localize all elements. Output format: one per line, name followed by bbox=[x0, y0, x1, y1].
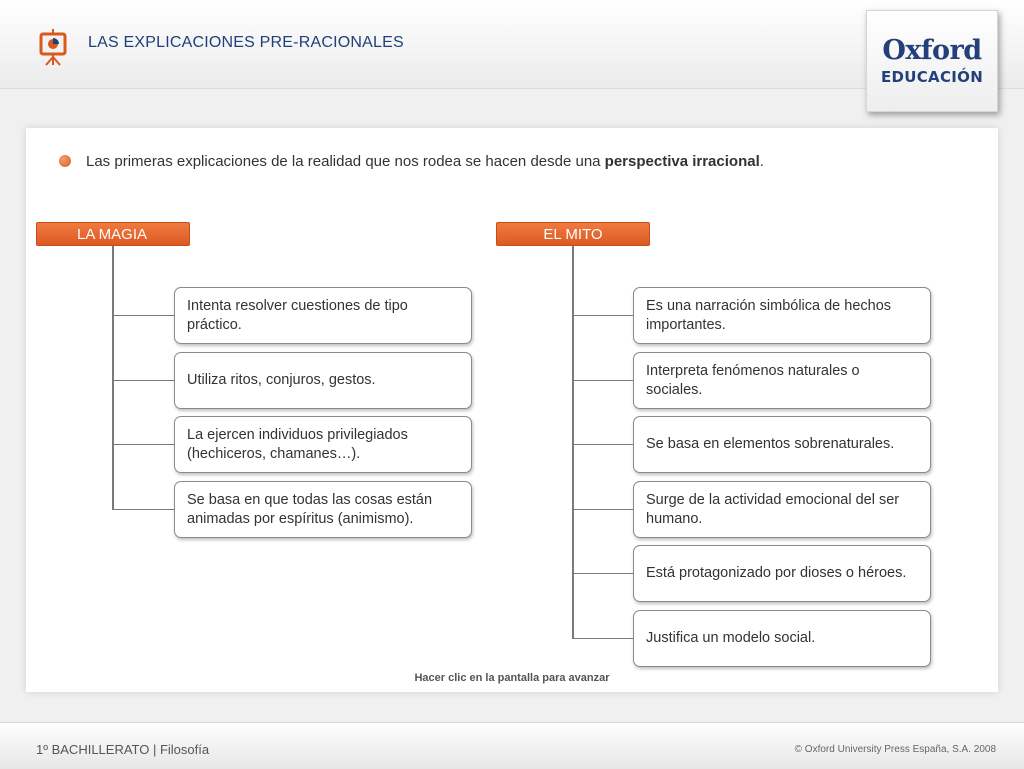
intro-text bbox=[86, 153, 966, 170]
magia-header: LA MAGIA bbox=[36, 222, 190, 246]
intro-text-end: . bbox=[759, 153, 764, 170]
mito-branch-line bbox=[572, 380, 633, 381]
magia-branch-line bbox=[112, 444, 174, 445]
mito-trunk-line bbox=[572, 246, 574, 639]
page-title: LAS EXPLICACIONES PRE-RACIONALES bbox=[88, 34, 404, 51]
course-label: 1º BACHILLERATO | Filosofía bbox=[36, 742, 210, 757]
mito-branch-line bbox=[572, 315, 633, 316]
mito-header: EL MITO bbox=[496, 222, 650, 246]
mito-branch-line bbox=[572, 573, 633, 574]
logo-bottom-text: EDUCACIÓN bbox=[880, 68, 984, 86]
intro-text-bold: perspectiva irracional bbox=[604, 153, 760, 170]
bullet-dot-icon bbox=[59, 155, 71, 167]
mito-item-box bbox=[633, 545, 931, 602]
oxford-logo bbox=[866, 10, 998, 112]
mito-item-text: Es una narración simbólica de hechos importantes. bbox=[646, 297, 892, 333]
slide-content[interactable] bbox=[26, 128, 998, 692]
copyright-text: © Oxford University Press España, S.A. 2008 bbox=[794, 744, 996, 755]
mito-item-box bbox=[633, 287, 931, 344]
magia-item-box bbox=[174, 287, 472, 344]
mito-item-box bbox=[633, 610, 931, 667]
magia-branch-line bbox=[112, 315, 174, 316]
magia-item-box bbox=[174, 352, 472, 409]
mito-branch-line bbox=[572, 638, 633, 639]
mito-branch-line bbox=[572, 509, 633, 510]
footer-bar bbox=[0, 722, 1024, 769]
magia-item-text: La ejercen individuos privilegiados (hechiceros, chamanes…). bbox=[187, 426, 408, 462]
magia-item-box bbox=[174, 481, 472, 538]
mito-item-box bbox=[633, 352, 931, 409]
magia-item-text: Se basa en que todas las cosas están animadas por espíritus (animismo). bbox=[187, 491, 433, 527]
magia-item-text: Intenta resolver cuestiones de tipo práctico. bbox=[187, 297, 408, 333]
mito-item-text: Se basa en elementos sobrenaturales. bbox=[646, 436, 895, 452]
logo-top-text: Oxford bbox=[882, 35, 982, 66]
presentation-board-icon bbox=[38, 29, 68, 72]
magia-item-text: Utiliza ritos, conjuros, gestos. bbox=[187, 372, 376, 388]
mito-item-text: Justifica un modelo social. bbox=[646, 630, 816, 646]
magia-branch-line bbox=[112, 380, 174, 381]
magia-trunk-line bbox=[112, 246, 114, 510]
mito-item-text: Está protagonizado por dioses o héroes. bbox=[646, 565, 907, 581]
advance-hint: Hacer clic en la pantalla para avanzar bbox=[414, 672, 610, 684]
mito-item-text: Interpreta fenómenos naturales o sociales. bbox=[646, 362, 860, 398]
magia-item-box bbox=[174, 416, 472, 473]
mito-item-box bbox=[633, 481, 931, 538]
mito-item-box bbox=[633, 416, 931, 473]
intro-text-start: Las primeras explicaciones de la realidad que nos rodea se hacen desde una bbox=[86, 153, 605, 170]
magia-branch-line bbox=[112, 509, 174, 510]
mito-item-text: Surge de la actividad emocional del ser humano. bbox=[646, 491, 900, 527]
mito-branch-line bbox=[572, 444, 633, 445]
